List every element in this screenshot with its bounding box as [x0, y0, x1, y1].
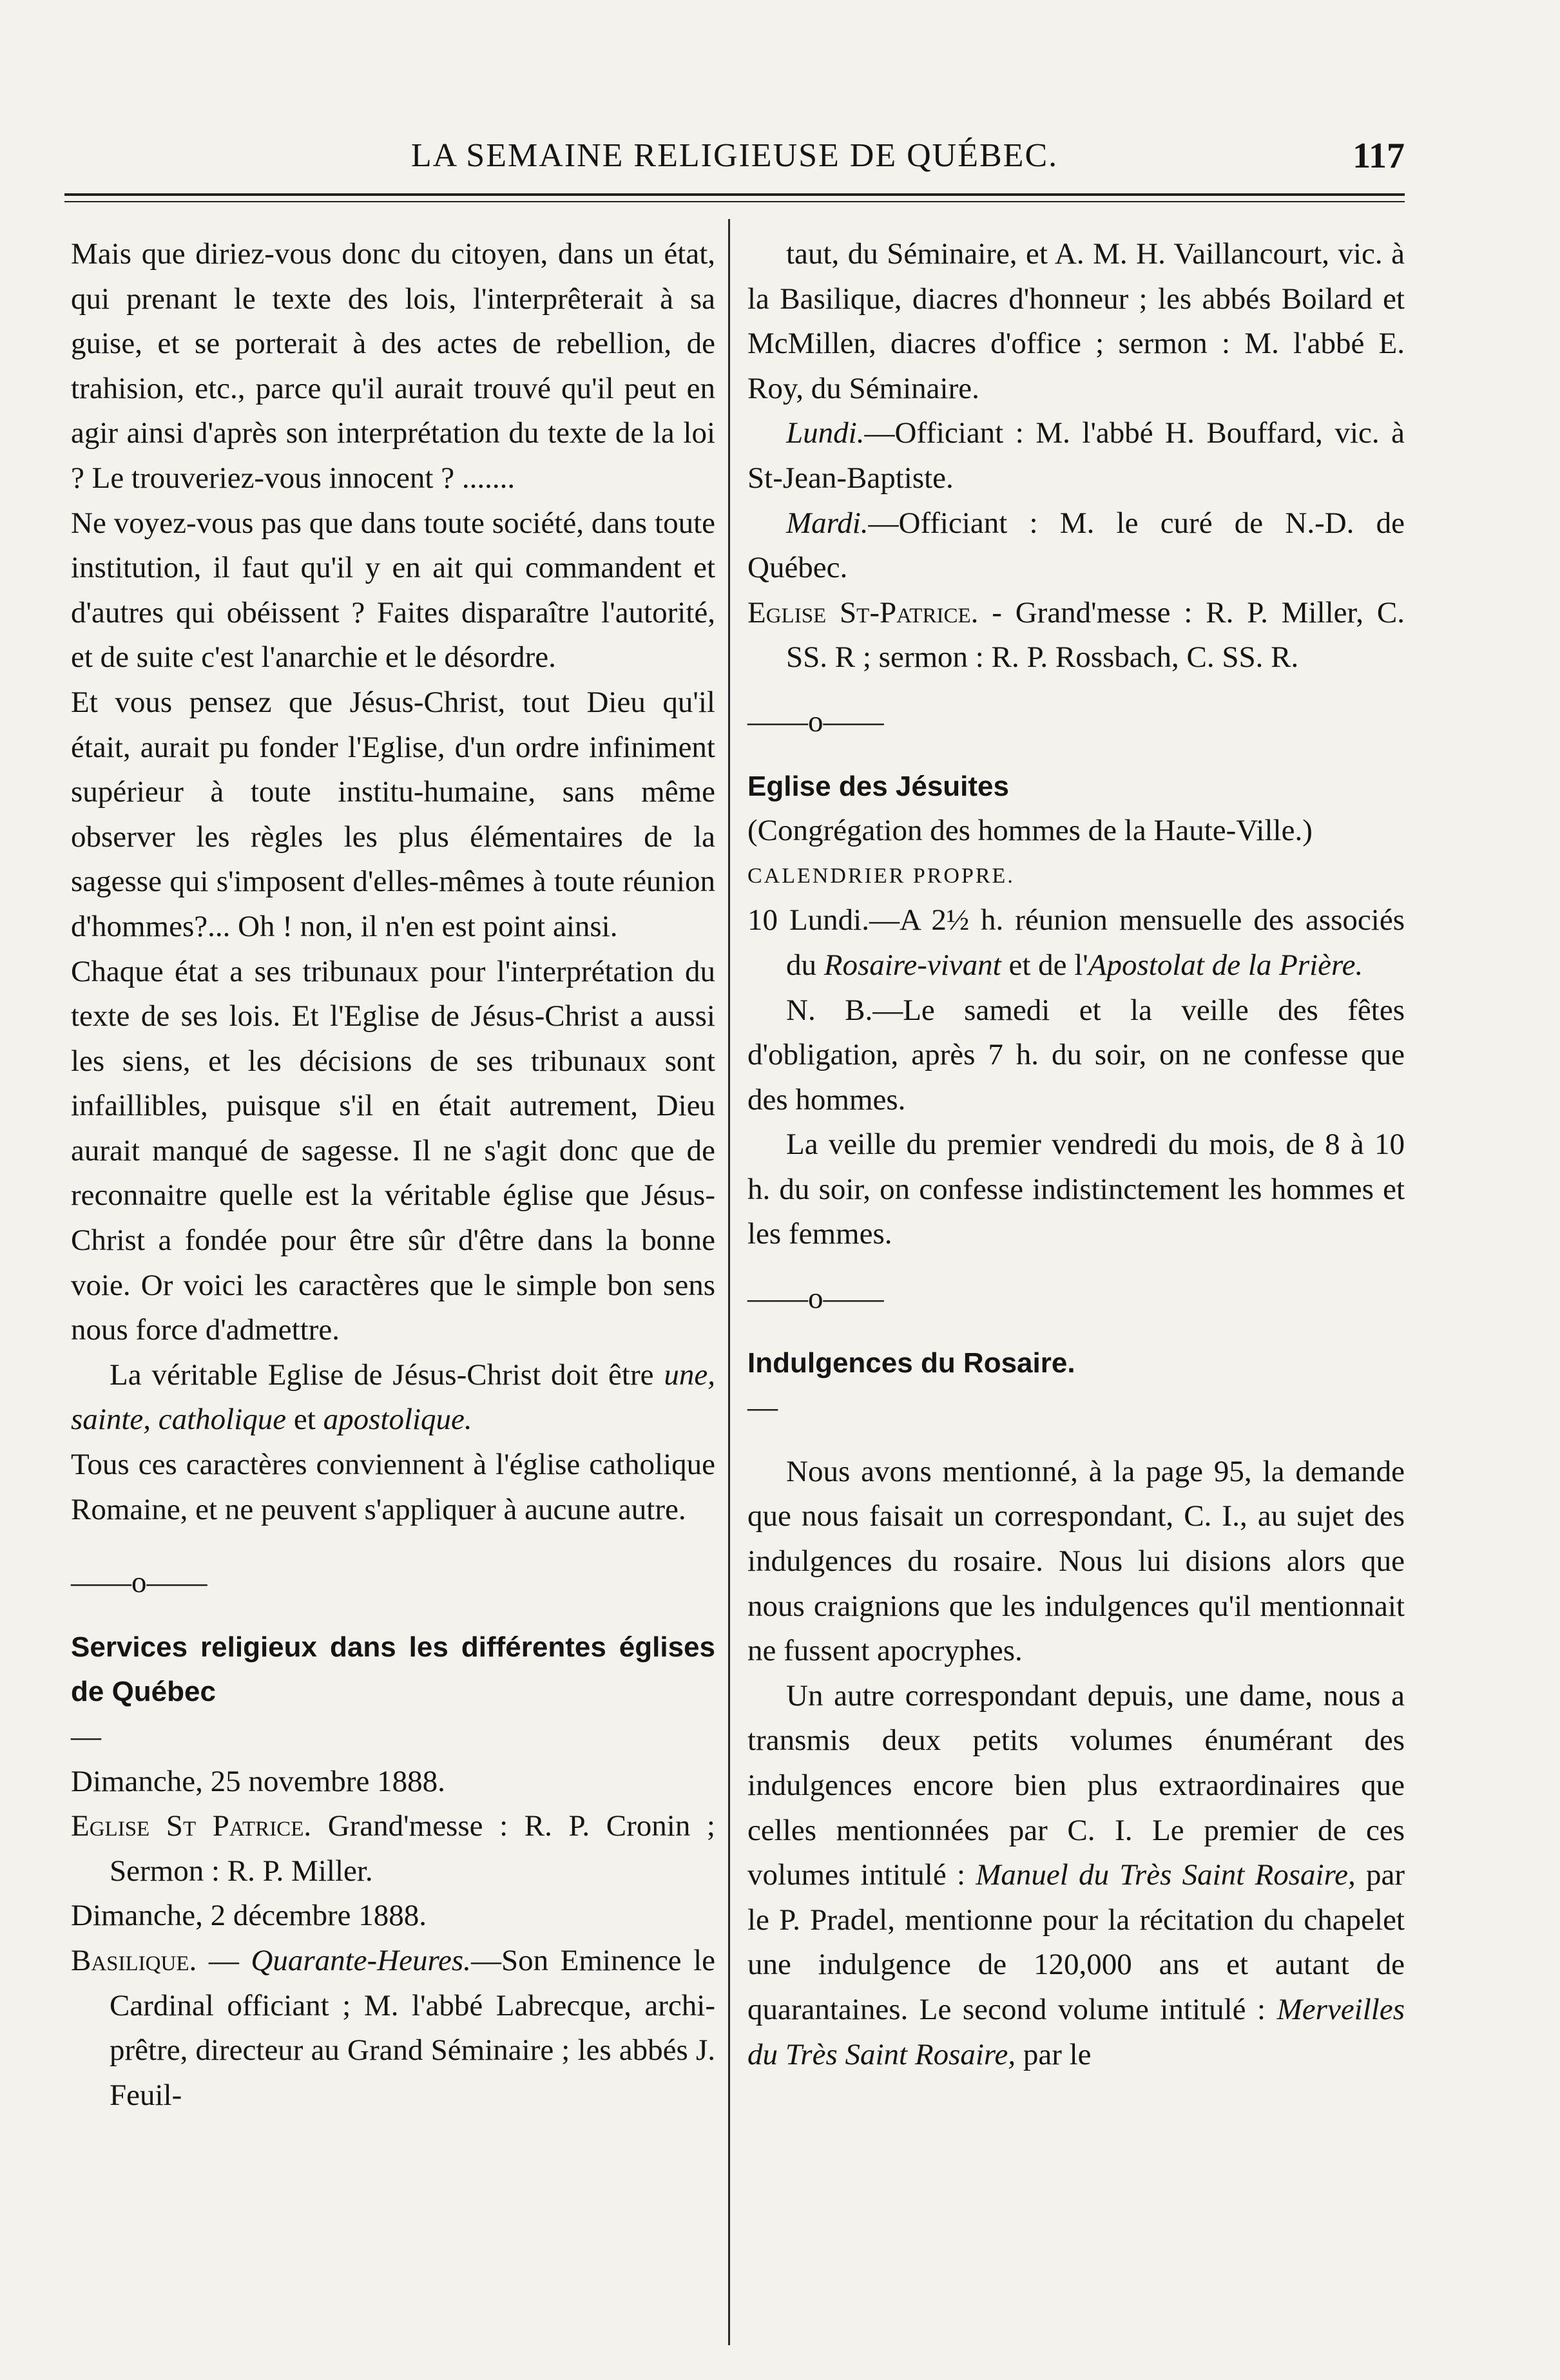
left-column [71, 232, 715, 2118]
section-heading: Eglise des Jésuites [747, 770, 1009, 802]
paragraph: Un autre correspondant depuis, une dame, nous a transmis deux petits volumes énumérant des indulgences encore bien plus extraordinaires que celles mentionnées par C. I. Le premier de ces volumes intitulé : Manuel du Très Saint Rosaire, par le P. Pradel, mentionne pour la récitation du chapelet une indulgence de 120,000 ans et autant de quarantaines. Le second volume intitulé : Merveilles du Très Saint Rosaire, par le [747, 1678, 1405, 2071]
section-separator: ——o—— [747, 704, 884, 738]
section-separator: ——o—— [71, 1566, 207, 1600]
service-entry: Mardi.—Officiant : M. le curé de N.-D. de Québec. [747, 506, 1405, 585]
heading-dash: — [747, 1390, 778, 1425]
calendar-label: CALENDRIER PROPRE. [747, 863, 1015, 888]
right-column [747, 232, 1405, 2077]
service-entry: Lundi.—Officiant : M. l'abbé H. Bouffard, vic. à St-Jean-Baptiste. [747, 416, 1405, 495]
paragraph: Ne voyez-vous pas que dans toute société, dans toute institution, il faut qu'il y en ait qui commandent et d'autres qui obéissent ? Faites disparaître l'autorité, et de suite c'est l'anarchie et le désordre. [71, 506, 715, 675]
paragraph: Nous avons mentionné, à la page 95, la demande que nous faisait un correspondant, C. I., au sujet des indulgences du rosaire. Nous lui disions alors que nous craignions que les indulgences qu'il mentionnait ne fussent apocryphes. [747, 1454, 1405, 1668]
running-title: LA SEMAINE RELIGIEUSE DE QUÉBEC. [410, 137, 1059, 174]
calendar-entry: 10 Lundi.—A 2½ h. réunion mensuelle des associés du Rosaire-vivant et de l'Apostolat de la Prière. [747, 903, 1405, 982]
paragraph: Chaque état a ses tribunaux pour l'interprétation du texte de ses lois. Et l'Eglise de Jésus-Christ a aussi les siens, et les décisions de ses tribunaux sont infaillibles, puisque s'il en était autrement, Dieu aurait manqué de sagesse. Il ne s'agit donc que de reconnaitre quelle est la véritable église que Jésus-Christ a fondée pour être sûr d'être dans la bonne voie. Or voici les caractères que le simple bon sens nous force d'admettre. [71, 954, 715, 1347]
paragraph: N. B.—Le samedi et la veille des fêtes d'obligation, après 7 h. du soir, on ne confesse que des hommes. [747, 993, 1405, 1117]
page-number: 117 [1353, 136, 1405, 176]
date-line: Dimanche, 25 novembre 1888. [71, 1764, 445, 1798]
heading-dash: — [71, 1720, 101, 1753]
paragraph: La veille du premier vendredi du mois, de 8 à 10 h. du soir, on confesse indistinctement les hommes et les femmes. [747, 1128, 1405, 1251]
header-rule-thin [64, 201, 1405, 202]
service-entry: Eglise St Patrice. Grand'messe : R. P. Cronin ; Sermon : R. P. Miller. [71, 1809, 715, 1888]
section-subtitle: (Congrégation des hommes de la Haute-Ville.) [747, 814, 1313, 848]
section-separator: ——o—— [747, 1281, 884, 1316]
date-line: Dimanche, 2 décembre 1888. [71, 1899, 427, 1933]
column-divider [728, 219, 730, 2345]
paragraph: Et vous pensez que Jésus-Christ, tout Dieu qu'il était, aurait pu fonder l'Eglise, d'un ordre infiniment supérieur à toute institu-humaine, sans même observer les règles les plus élémentaires de la sagesse qui s'imposent d'elles-mêmes à toute réunion d'hommes?... Oh ! non, il n'en est point ainsi. [71, 685, 715, 943]
paragraph: La véritable Eglise de Jésus-Christ doit être une, sainte, catholique et apostolique. [71, 1358, 716, 1437]
service-entry: Basilique. — Quarante-Heures.—Son Eminence le Cardinal officiant ; M. l'abbé Labrecque, archi-prêtre, directeur au Grand Séminaire ; les abbés J. Feuil- [71, 1943, 716, 2112]
paragraph: Mais que diriez-vous donc du citoyen, dans un état, qui prenant le texte des lois, l'interprêterait à sa guise, et se porterait à des actes de rebellion, de trahision, etc., parce qu'il aurait trouvé qu'il peut en agir ainsi d'après son interprétation du texte de la loi ? Le trouveriez-vous innocent ? ....... [71, 237, 715, 495]
paragraph: Tous ces caractères conviennent à l'église catholique Romaine, et ne peuvent s'appliquer à aucune autre. [71, 1448, 715, 1526]
header-rule [64, 193, 1405, 196]
page-header [64, 129, 1405, 187]
section-heading: Services religieux dans les différentes églises de Québec [71, 1631, 715, 1708]
service-entry: Eglise St-Patrice. - Grand'messe : R. P. Miller, C. SS. R ; sermon : R. P. Rossbach, C. SS. R. [747, 595, 1405, 675]
paragraph: taut, du Séminaire, et A. M. H. Vaillancourt, vic. à la Basilique, diacres d'honneur ; les abbés Boilard et McMillen, diacres d'office ; sermon : M. l'abbé E. Roy, du Séminaire. [747, 237, 1405, 405]
section-heading: Indulgences du Rosaire. [747, 1347, 1075, 1379]
